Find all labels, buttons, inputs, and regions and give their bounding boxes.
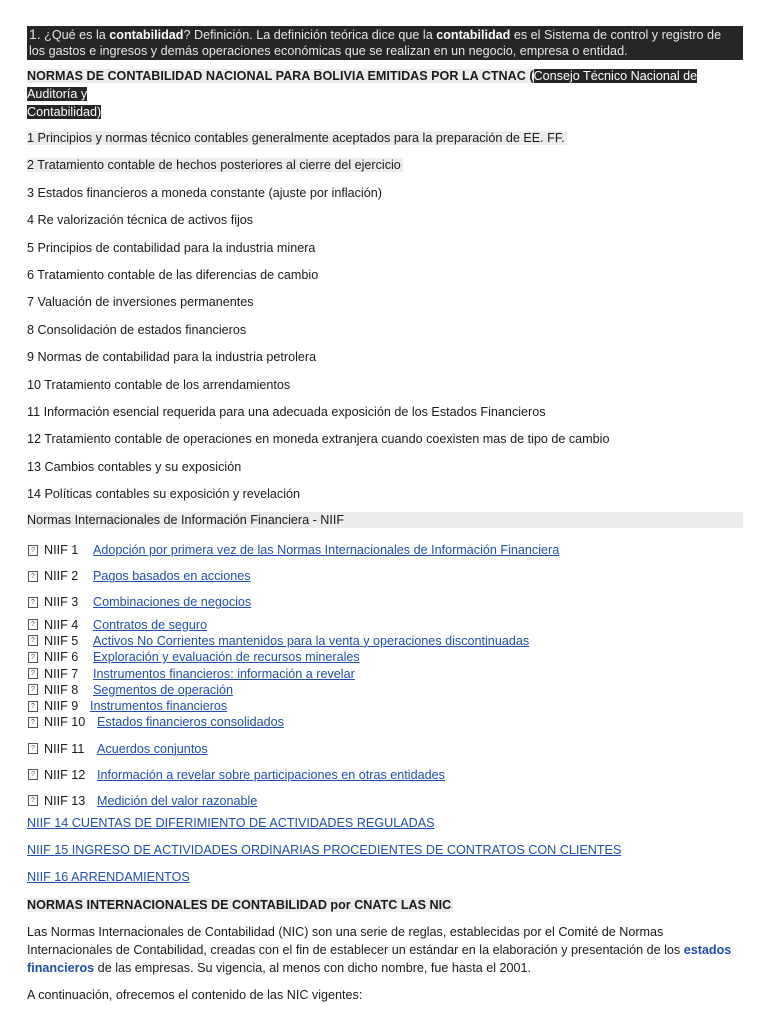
niif-item: ? NIIF 6 Exploración y evaluación de recursos minerales [27,649,743,665]
niif-15-link[interactable]: NIIF 15 INGRESO DE ACTIVIDADES ORDINARIAS PROCEDIENTES DE CONTRATOS CON CLIENTES [27,842,622,857]
list-item: 7 Valuación de inversiones permanentes [27,295,254,310]
question-number: 1. [29,26,41,42]
question-mid: ? Definición. La definición teórica dice que la [183,28,437,42]
niif-item: ? NIIF 10 Estados financieros consolidados [27,714,743,730]
niif-item: ? NIIF 13 Medición del valor razonable [27,788,743,814]
bullet-icon: ? [28,668,38,679]
niif-extra-links [27,814,743,896]
list-item: 13 Cambios contables y su exposición [27,459,242,474]
keyword-contabilidad: contabilidad [109,28,184,42]
keyword-contabilidad-2: contabilidad [436,28,511,42]
niif-16-link[interactable]: NIIF 16 ARRENDAMIENTOS [27,870,190,885]
niif-link[interactable]: Contratos de seguro [93,617,208,632]
niif-14-link[interactable]: NIIF 14 CUENTAS DE DIFERIMIENTO DE ACTIVIDADES REGULADAS [27,815,435,830]
nic-paragraph: Las Normas Internacionales de Contabilidad (NIC) son una serie de reglas, establecidas por el Comité de Normas Internacionales de Contabilidad, creadas con el fin de establecer un estándar en la elaboración y presentación de los estados financieros de las empresas. Su vigencia, al menos con dicho nombre, fue hasta el 2001. [27,925,732,976]
niif-link[interactable]: Combinaciones de negocios [93,595,252,610]
niif-link[interactable]: Adopción por primera vez de las Normas Internacionales de Información Financiera [93,543,560,558]
bullet-icon: ? [28,619,38,630]
list-item: 8 Consolidación de estados financieros [27,322,247,337]
list-item: 3 Estados financieros a moneda constante (ajuste por inflación) [27,185,382,200]
bullet-icon: ? [28,635,38,646]
bullet-icon: ? [28,571,38,582]
bullet-icon: ? [28,684,38,695]
bullet-icon: ? [28,597,38,608]
closing-line: A continuación, ofrecemos el contenido de las NIC vigentes: [27,988,363,1003]
bullet-icon: ? [28,652,38,663]
bullet-icon: ? [28,795,38,806]
niif-link[interactable]: Acuerdos conjuntos [97,741,208,756]
bullet-icon: ? [28,769,38,780]
list-item: 4 Re valorización técnica de activos fijos [27,213,254,228]
niif-list [27,537,743,813]
list-item: 2 Tratamiento contable de hechos posteriores al cierre del ejercicio [27,158,401,173]
niif-item: ? NIIF 4 Contratos de seguro [27,616,743,632]
niif-link[interactable]: Información a revelar sobre participaciones en otras entidades [97,767,445,782]
list-item [27,814,743,841]
list-item: 9 Normas de contabilidad para la industria petrolera [27,350,317,365]
ctnac-title-main: NORMAS DE CONTABILIDAD NACIONAL PARA BOLIVIA EMITIDAS POR LA CTNAC ( [27,69,534,83]
niif-heading: Normas Internacionales de Información Financiera - NIIF [27,512,743,528]
niif-item: ? NIIF 7 Instrumentos financieros: información a revelar [27,665,743,681]
list-item [27,868,743,895]
niif-link[interactable]: Instrumentos financieros: información a revelar [93,666,355,681]
niif-item: ? NIIF 3 Combinaciones de negocios [27,589,743,615]
list-item: 10 Tratamiento contable de los arrendamientos [27,377,291,392]
niif-link[interactable]: Medición del valor razonable [97,793,258,808]
niif-item: ? NIIF 11 Acuerdos conjuntos [27,736,743,762]
ctnac-title-org-end: Contabilidad) [27,105,102,119]
niif-link[interactable]: Segmentos de operación [93,682,234,697]
list-item: 12 Tratamiento contable de operaciones en moneda extranjera cuando coexisten mas de tipo de cambio [27,432,610,447]
niif-item: ? NIIF 8 Segmentos de operación [27,682,743,698]
niif-item: ? NIIF 1 Adopción por primera vez de las Normas Internacionales de Información Financiera [27,537,743,563]
nic-heading: NORMAS INTERNACIONALES DE CONTABILIDAD por CNATC LAS NIC [27,897,452,912]
ctnac-title-org: Consejo Técnico Nacional de Auditoría y [27,69,698,101]
niif-item: ? NIIF 9 Instrumentos financieros [27,698,743,714]
national-norms-list [27,129,743,512]
niif-link[interactable]: Exploración y evaluación de recursos minerales [93,650,360,665]
question-pre: ¿Qué es la [40,28,110,42]
niif-link[interactable]: Estados financieros consolidados [97,715,284,730]
list-item: 1 Principios y normas técnico contables generalmente aceptados para la preparación de EE. FF. [27,131,565,145]
definition-header [27,26,743,60]
list-item: 11 Información esencial requerida para una adecuada exposición de los Estados Financieros [27,404,546,419]
list-item: 6 Tratamiento contable de las diferencias de cambio [27,267,319,282]
bullet-icon: ? [28,717,38,728]
question-post: es el Sistema de control y registro de los gastos e ingresos y demás operaciones económicas que se realizan en un negocio, empresa o entidad. [29,28,722,58]
document-page [27,26,743,1004]
bullet-icon: ? [28,743,38,754]
list-item: 5 Principios de contabilidad para la industria minera [27,240,316,255]
financial-statements-link[interactable]: estados financieros [27,943,732,976]
bullet-icon: ? [28,545,38,556]
niif-link[interactable]: Pagos basados en acciones [93,569,251,584]
list-item [27,841,743,868]
niif-item: ? NIIF 12 Información a revelar sobre participaciones en otras entidades [27,762,743,788]
ctnac-title [27,67,743,121]
niif-link[interactable]: Activos No Corrientes mantenidos para la venta y operaciones discontinuadas [93,633,530,648]
list-item: 14 Políticas contables su exposición y revelación [27,487,301,502]
niif-link[interactable]: Instrumentos financieros [90,699,228,714]
niif-item: ? NIIF 2 Pagos basados en acciones [27,563,743,589]
bullet-icon: ? [28,701,38,712]
niif-item: ? NIIF 5 Activos No Corrientes mantenidos para la venta y operaciones discontinuadas [27,633,743,649]
